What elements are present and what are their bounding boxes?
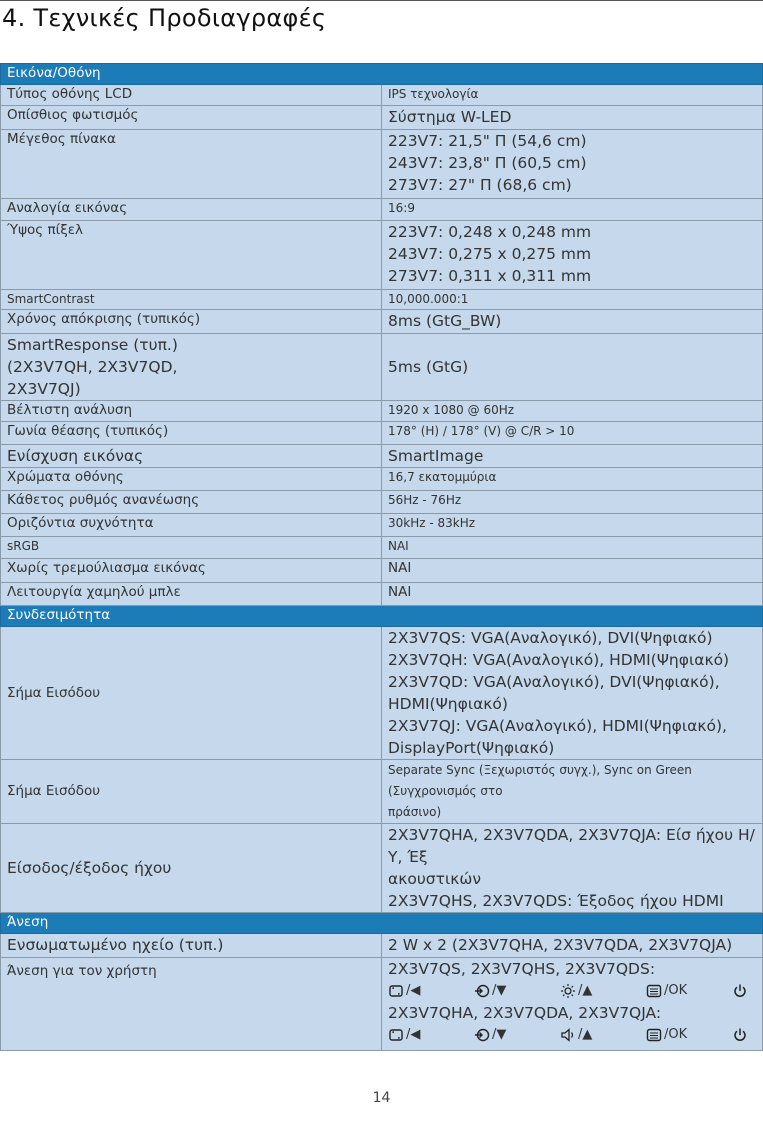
section-title: Συνδεσιμότητα bbox=[1, 606, 763, 627]
control-input bbox=[474, 980, 560, 1002]
spec-row bbox=[1, 537, 763, 559]
control-row bbox=[388, 980, 756, 1002]
spec-label: Χρόνος απόκρισης (τυπικός) bbox=[1, 310, 382, 334]
spec-row bbox=[1, 221, 763, 290]
spec-row bbox=[1, 85, 763, 106]
spec-label: Ενίσχυση εικόνας bbox=[1, 445, 382, 468]
control-volume bbox=[560, 1024, 646, 1046]
spec-value: 56Hz - 76Hz bbox=[382, 491, 763, 514]
spec-label: Είσοδος/έξοδος ήχου bbox=[1, 824, 382, 913]
spec-label: Σήμα Εισόδου bbox=[1, 627, 382, 760]
value-line: 2X3V7QS: VGA(Αναλογικό), DVI(Ψηφιακό) bbox=[388, 629, 713, 647]
value-line: DisplayPort(Ψηφιακό) bbox=[388, 739, 555, 757]
spec-value bbox=[382, 221, 763, 290]
spec-row bbox=[1, 130, 763, 199]
value-line: 243V7: 23,8" Π (60,5 cm) bbox=[388, 154, 587, 172]
control-brightness bbox=[560, 980, 646, 1002]
spec-label: Τύπος οθόνης LCD bbox=[1, 85, 382, 106]
value-line: 2X3V7QHA, 2X3V7QDA, 2X3V7QJA: Είσ ήχου Η/Υ, Έξ bbox=[388, 826, 755, 866]
spec-label: Αναλογία εικόνας bbox=[1, 199, 382, 221]
value-line: 273V7: 27" Π (68,6 cm) bbox=[388, 176, 572, 194]
spec-label: Κάθετος ρυθμός ανανέωσης bbox=[1, 491, 382, 514]
section-title: Εικόνα/Οθόνη bbox=[1, 64, 763, 85]
spec-row bbox=[1, 199, 763, 221]
spec-label: Μέγεθος πίνακα bbox=[1, 130, 382, 199]
top-rule bbox=[0, 0, 763, 1]
control-menu bbox=[646, 1024, 732, 1046]
menu-icon bbox=[646, 983, 662, 999]
control-key-label: /▼ bbox=[492, 1027, 507, 1042]
spec-row bbox=[1, 958, 763, 1051]
spec-table bbox=[0, 63, 763, 1051]
label-line: SmartResponse (τυπ.) bbox=[7, 336, 178, 354]
spec-value: Σύστημα W-LED bbox=[382, 106, 763, 130]
spec-value: ΝΑΙ bbox=[382, 559, 763, 583]
value-line: 243V7: 0,275 x 0,275 mm bbox=[388, 245, 592, 263]
spec-label: Γωνία θέασης (τυπικός) bbox=[1, 422, 382, 445]
spec-value: 10,000.000:1 bbox=[382, 290, 763, 310]
spec-row bbox=[1, 824, 763, 913]
input-icon bbox=[474, 983, 490, 999]
control-key-label: /◀ bbox=[406, 983, 421, 998]
spec-value: 1920 x 1080 @ 60Hz bbox=[382, 401, 763, 422]
control-input bbox=[474, 1024, 560, 1046]
spec-value bbox=[382, 958, 763, 1051]
spec-row bbox=[1, 468, 763, 491]
section-header-display bbox=[1, 64, 763, 85]
spec-row bbox=[1, 934, 763, 958]
value-line: 2X3V7QHS, 2X3V7QDS: Έξοδος ήχου HDMI bbox=[388, 892, 724, 910]
models-line: 2X3V7QHA, 2X3V7QDA, 2X3V7QJA: bbox=[388, 1004, 662, 1022]
section-header-connectivity bbox=[1, 606, 763, 627]
spec-label: Βέλτιστη ανάλυση bbox=[1, 401, 382, 422]
spec-row bbox=[1, 491, 763, 514]
aspect-ratio-icon bbox=[388, 983, 404, 999]
spec-value bbox=[382, 130, 763, 199]
value-line: πράσινο) bbox=[388, 805, 442, 819]
spec-label: SmartContrast bbox=[1, 290, 382, 310]
spec-label: Λειτουργία χαμηλού μπλε bbox=[1, 583, 382, 606]
spec-row bbox=[1, 627, 763, 760]
control-menu bbox=[646, 980, 732, 1002]
spec-value bbox=[382, 760, 763, 824]
spec-value: 178° (H) / 178° (V) @ C/R > 10 bbox=[382, 422, 763, 445]
models-line: 2X3V7QS, 2X3V7QHS, 2X3V7QDS: bbox=[388, 960, 656, 978]
spec-label: Ύψος πίξελ bbox=[1, 221, 382, 290]
spec-row bbox=[1, 290, 763, 310]
input-icon bbox=[474, 1027, 490, 1043]
spec-label: sRGB bbox=[1, 537, 382, 559]
spec-row bbox=[1, 401, 763, 422]
control-key-label: /◀ bbox=[406, 1027, 421, 1042]
spec-value: 30kHz - 83kHz bbox=[382, 514, 763, 537]
spec-value: 2 W x 2 (2X3V7QHA, 2X3V7QDA, 2X3V7QJA) bbox=[382, 934, 763, 958]
spec-row bbox=[1, 334, 763, 401]
volume-icon bbox=[560, 1027, 576, 1043]
control-power bbox=[732, 983, 748, 999]
page-number: 14 bbox=[372, 1090, 391, 1106]
spec-value: IPS τεχνολογία bbox=[382, 85, 763, 106]
spec-row bbox=[1, 514, 763, 537]
power-icon bbox=[732, 1027, 748, 1043]
spec-value: 8ms (GtG_BW) bbox=[382, 310, 763, 334]
value-line: 223V7: 0,248 x 0,248 mm bbox=[388, 223, 592, 241]
brightness-icon bbox=[560, 983, 576, 999]
section-title: Άνεση bbox=[1, 913, 763, 934]
value-line: 223V7: 21,5" Π (54,6 cm) bbox=[388, 132, 587, 150]
spec-value: 5ms (GtG) bbox=[382, 334, 763, 401]
value-line: 2X3V7QJ: VGA(Αναλογικό), HDMI(Ψηφιακό), bbox=[388, 717, 727, 735]
label-line: (2X3V7QH, 2X3V7QD, bbox=[7, 358, 178, 376]
spec-label: Χρώματα οθόνης bbox=[1, 468, 382, 491]
control-key-label: /OK bbox=[664, 983, 688, 998]
spec-value: 16:9 bbox=[382, 199, 763, 221]
control-key-label: /▲ bbox=[578, 983, 593, 998]
menu-icon bbox=[646, 1027, 662, 1043]
label-line: 2X3V7QJ) bbox=[7, 380, 81, 398]
spec-label: Χωρίς τρεμούλιασμα εικόνας bbox=[1, 559, 382, 583]
spec-row bbox=[1, 445, 763, 468]
control-key-label: /▼ bbox=[492, 983, 507, 998]
spec-row bbox=[1, 559, 763, 583]
value-line: 273V7: 0,311 x 0,311 mm bbox=[388, 267, 592, 285]
aspect-ratio-icon bbox=[388, 1027, 404, 1043]
spec-value: ΝΑΙ bbox=[382, 537, 763, 559]
control-aspect-ratio bbox=[388, 1024, 474, 1046]
spec-row bbox=[1, 760, 763, 824]
value-line: Separate Sync (Ξεχωριστός συγχ.), Sync on Green (Συγχρονισμός στο bbox=[388, 763, 692, 798]
value-line: 2X3V7QH: VGA(Αναλογικό), HDMI(Ψηφιακό) bbox=[388, 651, 730, 669]
spec-value: SmartImage bbox=[382, 445, 763, 468]
power-icon bbox=[732, 983, 748, 999]
spec-value bbox=[382, 824, 763, 913]
control-row bbox=[388, 1024, 756, 1046]
spec-label: Οπίσθιος φωτισμός bbox=[1, 106, 382, 130]
spec-value: 16,7 εκατομμύρια bbox=[382, 468, 763, 491]
control-power bbox=[732, 1027, 748, 1043]
spec-row bbox=[1, 310, 763, 334]
spec-row bbox=[1, 106, 763, 130]
value-line: ακουστικών bbox=[388, 870, 481, 888]
spec-row bbox=[1, 583, 763, 606]
spec-label: Άνεση για τον χρήστη bbox=[1, 958, 382, 1051]
spec-value: ΝΑΙ bbox=[382, 583, 763, 606]
spec-label bbox=[1, 334, 382, 401]
value-line: 2X3V7QD: VGA(Αναλογικό), DVI(Ψηφιακό), HDMI(Ψηφιακό) bbox=[388, 673, 720, 713]
page-title: 4. Τεχνικές Προδιαγραφές bbox=[2, 4, 327, 32]
spec-row bbox=[1, 422, 763, 445]
control-key-label: /OK bbox=[664, 1027, 688, 1042]
control-key-label: /▲ bbox=[578, 1027, 593, 1042]
spec-value bbox=[382, 627, 763, 760]
spec-label: Σήμα Εισόδου bbox=[1, 760, 382, 824]
spec-label: Ενσωματωμένο ηχείο (τυπ.) bbox=[1, 934, 382, 958]
section-header-convenience bbox=[1, 913, 763, 934]
control-aspect-ratio bbox=[388, 980, 474, 1002]
spec-label: Οριζόντια συχνότητα bbox=[1, 514, 382, 537]
